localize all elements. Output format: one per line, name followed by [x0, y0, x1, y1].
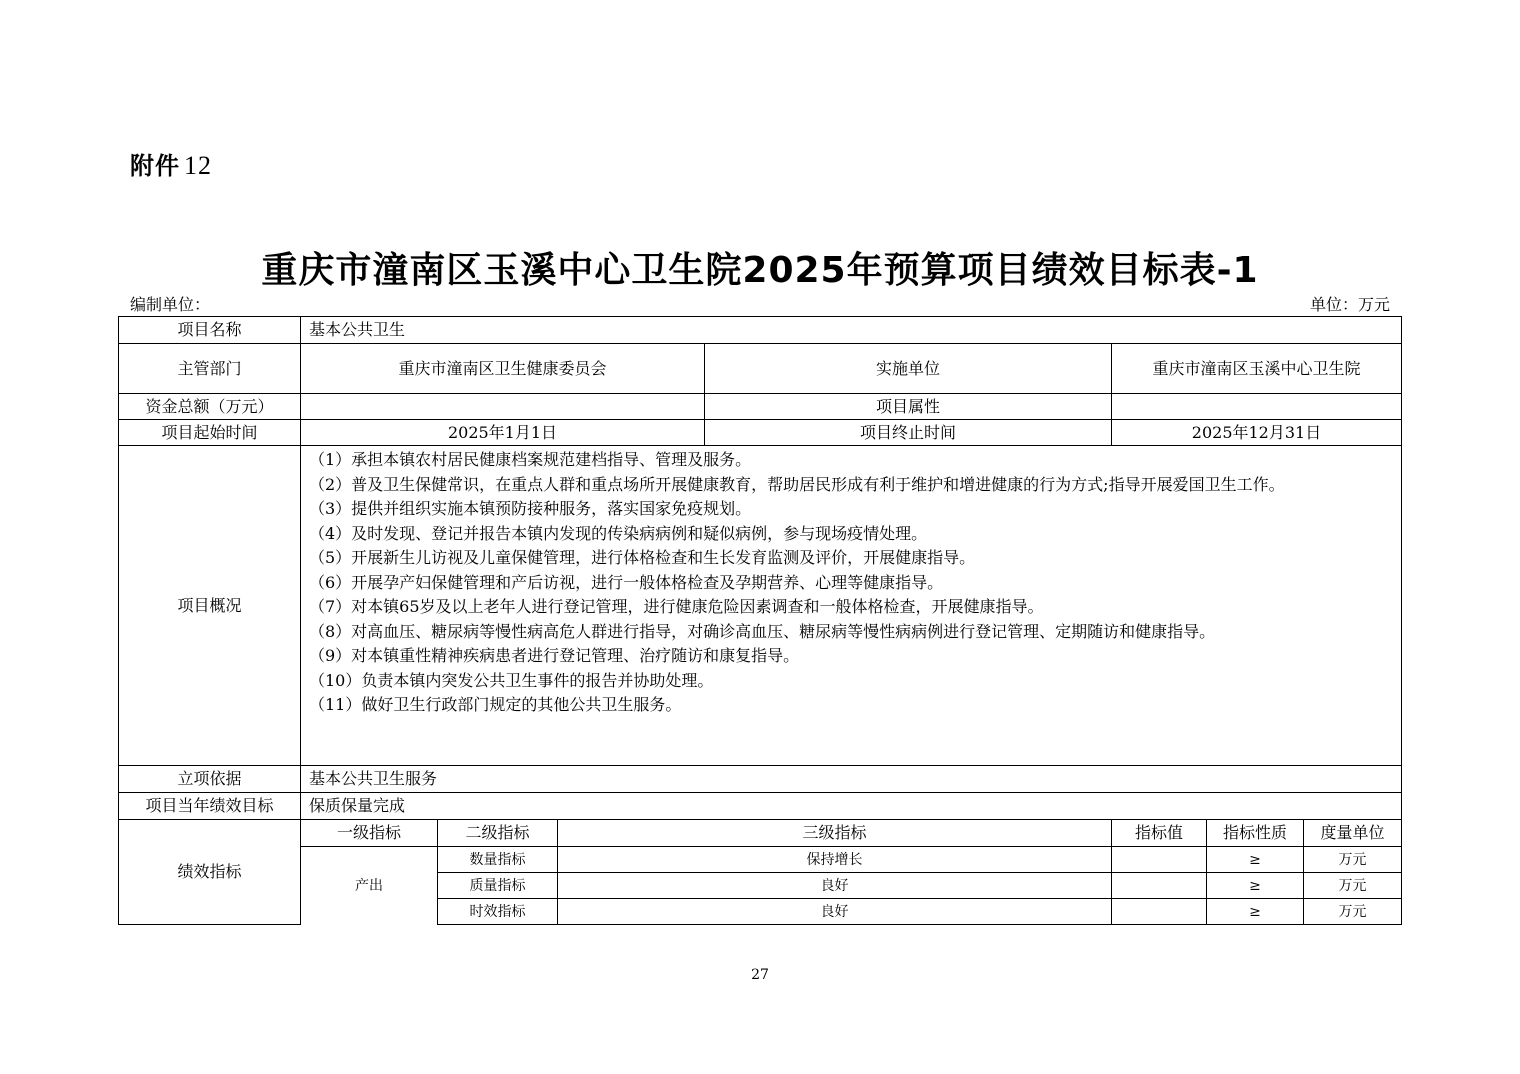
row-time — [119, 420, 1402, 446]
header-level1: 一级指标 — [301, 820, 438, 847]
overview-item: （7）对本镇65岁及以上老年人进行登记管理，进行健康危险因素调查和一般体格检查，开展健康指导。 — [309, 597, 1044, 616]
indicator-value — [1112, 899, 1207, 925]
level3-value: 良好 — [558, 899, 1112, 925]
row-overview — [119, 446, 1402, 766]
overview-item: （1）承担本镇农村居民健康档案规范建档指导、管理及服务。 — [309, 450, 752, 469]
indicator-nature: ≥ — [1207, 899, 1304, 925]
row-fund — [119, 394, 1402, 420]
row-indicator-header — [119, 820, 1402, 847]
row-project-name — [119, 317, 1402, 344]
page-title: 重庆市潼南区玉溪中心卫生院2025年预算项目绩效目标表-1 — [261, 250, 1259, 291]
level2-value: 时效指标 — [438, 899, 558, 925]
unit-label: 单位：万元 — [1309, 295, 1390, 314]
header-value: 指标值 — [1112, 820, 1207, 847]
indicator-unit: 万元 — [1304, 873, 1402, 899]
level3-value: 良好 — [558, 873, 1112, 899]
start-label: 项目起始时间 — [119, 420, 301, 446]
project-name-value: 基本公共卫生 — [301, 317, 1402, 344]
indicators-label: 绩效指标 — [119, 820, 301, 925]
fund-label: 资金总额（万元） — [119, 394, 301, 420]
overview-item: （6）开展孕产妇保健管理和产后访视，进行一般体格检查及孕期营养、心理等健康指导。 — [309, 572, 944, 592]
end-value: 2025年12月31日 — [1112, 420, 1402, 446]
project-name-label: 项目名称 — [119, 317, 301, 344]
indicator-nature: ≥ — [1207, 873, 1304, 899]
indicator-row — [119, 847, 1402, 873]
annex-label-text: 附件 — [130, 152, 180, 180]
attr-label: 项目属性 — [705, 394, 1112, 420]
annex-label — [130, 146, 212, 181]
dept-value: 重庆市潼南区卫生健康委员会 — [301, 344, 705, 394]
header-level3: 三级指标 — [558, 820, 1112, 847]
start-value: 2025年1月1日 — [301, 420, 705, 446]
indicator-value — [1112, 847, 1207, 873]
overview-item: （2）普及卫生保健常识，在重点人群和重点场所开展健康教育，帮助居民形成有利于维护和增进健康的行为方式;指导开展爱国卫生工作。 — [309, 474, 1285, 494]
annex-number: 12 — [184, 151, 212, 180]
page-number: 27 — [751, 967, 769, 983]
header-level2: 二级指标 — [438, 820, 558, 847]
level2-value: 数量指标 — [438, 847, 558, 873]
performance-table — [118, 316, 1402, 925]
indicator-value — [1112, 873, 1207, 899]
overview-item: （11）做好卫生行政部门规定的其他公共卫生服务。 — [309, 695, 682, 714]
overview-item: （5）开展新生儿访视及儿童保健管理，进行体格检查和生长发育监测及评价，开展健康指导。 — [309, 548, 976, 567]
row-goal — [119, 793, 1402, 820]
indicator-unit: 万元 — [1304, 847, 1402, 873]
overview-label: 项目概况 — [119, 446, 301, 766]
basis-value: 基本公共卫生服务 — [301, 766, 1402, 793]
basis-label: 立项依据 — [119, 766, 301, 793]
level2-value: 质量指标 — [438, 873, 558, 899]
level1-value: 产出 — [301, 847, 438, 925]
row-department — [119, 344, 1402, 394]
overview-item: （8）对高血压、糖尿病等慢性病高危人群进行指导，对确诊高血压、糖尿病等慢性病病例进行登记管理、定期随访和健康指导。 — [309, 621, 1216, 641]
header-unit: 度量单位 — [1304, 820, 1402, 847]
overview-item: （9）对本镇重性精神疾病患者进行登记管理、治疗随访和康复指导。 — [309, 646, 800, 665]
impl-label: 实施单位 — [705, 344, 1112, 394]
overview-item: （4）及时发现、登记并报告本镇内发现的传染病病例和疑似病例，参与现场疫情处理。 — [309, 523, 928, 543]
attr-value — [1112, 394, 1402, 420]
fund-value — [301, 394, 705, 420]
impl-value: 重庆市潼南区玉溪中心卫生院 — [1112, 344, 1402, 394]
goal-value: 保质保量完成 — [301, 793, 1402, 820]
dept-label: 主管部门 — [119, 344, 301, 394]
indicator-nature: ≥ — [1207, 847, 1304, 873]
end-label: 项目终止时间 — [705, 420, 1112, 446]
overview-item: （3）提供并组织实施本镇预防接种服务，落实国家免疫规划。 — [309, 499, 752, 518]
overview-content — [301, 446, 1402, 766]
header-nature: 指标性质 — [1207, 820, 1304, 847]
goal-label: 项目当年绩效目标 — [119, 793, 301, 820]
indicator-unit: 万元 — [1304, 899, 1402, 925]
overview-item: （10）负责本镇内突发公共卫生事件的报告并协助处理。 — [309, 670, 714, 690]
compile-unit-label: 编制单位： — [130, 295, 211, 314]
row-basis — [119, 766, 1402, 793]
level3-value: 保持增长 — [558, 847, 1112, 873]
